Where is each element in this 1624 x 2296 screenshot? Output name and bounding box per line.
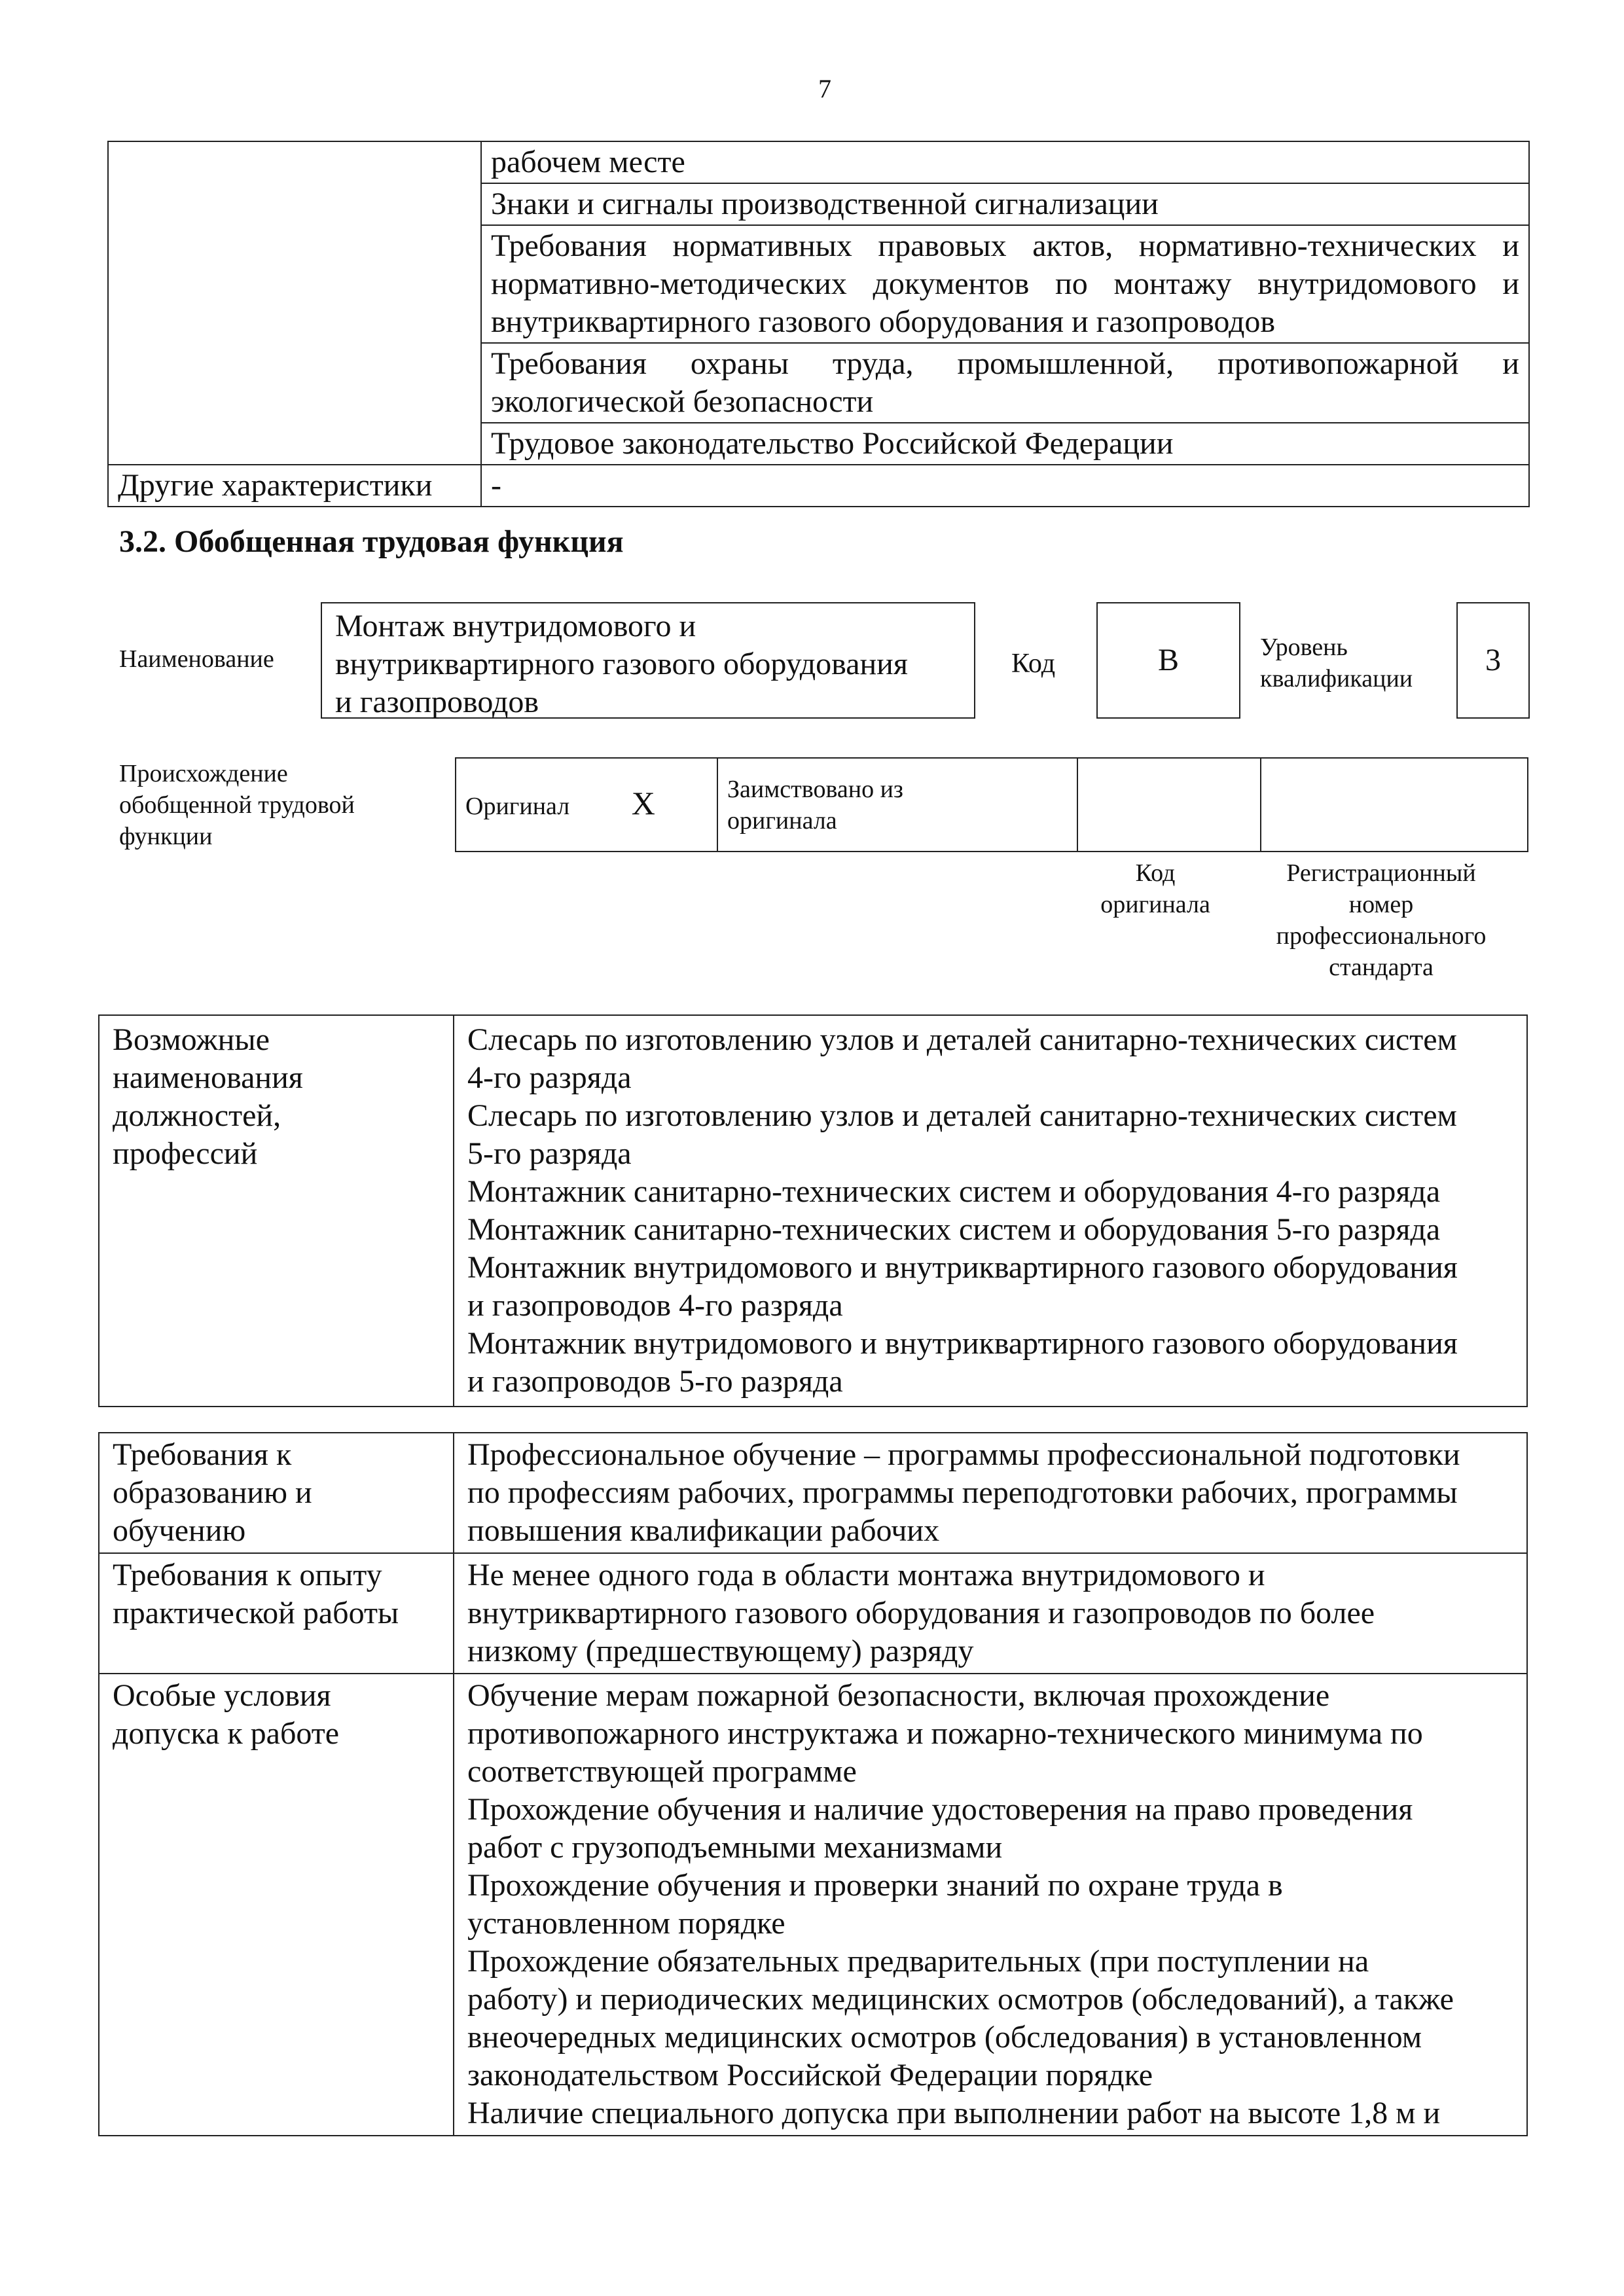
positions-label: Возможные наименования должностей, профессий [99, 1015, 454, 1407]
registration-number-caption: Регистрационный номер профессионального стандарта [1276, 859, 1487, 981]
code-box [1096, 602, 1240, 719]
table-row [99, 1433, 1527, 1553]
original-label: Оригинал [465, 793, 570, 820]
list-item: Монтажник внутридомового и внутриквартирного газового оборудования [467, 1250, 1458, 1285]
level-box [1456, 602, 1530, 719]
borrowed-cell: Заимствовано из оригинала [717, 758, 1077, 852]
original-code-cell [1077, 758, 1261, 852]
list-item: Слесарь по изготовлению узлов и деталей санитарно-технических систем [467, 1022, 1457, 1057]
knowledge-item: Требования охраны труда, промышленной, противопожарной и экологической безопасности [481, 343, 1529, 423]
knowledge-item: Требования нормативных правовых актов, нормативно-технических и нормативно-методических документов по монтажу внутридомового и внутриквартирного газового оборудования и газопроводов [481, 225, 1529, 343]
list-item: 5-го разряда [467, 1136, 632, 1171]
page-number: 7 [818, 74, 831, 103]
knowledge-item: рабочем месте [481, 141, 1529, 183]
registration-number-cell [1261, 758, 1528, 852]
level-label: Уровень квалификации [1260, 634, 1413, 692]
list-item: Монтажник санитарно-технических систем и оборудования 5-го разряда [467, 1212, 1441, 1247]
education-label: Требования к образованию и обучению [99, 1433, 454, 1553]
knowledge-item: Знаки и сигналы производственной сигнализации [481, 183, 1529, 225]
level-value: 3 [1485, 643, 1501, 677]
original-cell [456, 758, 717, 852]
code-label: Код [1011, 649, 1056, 679]
section-heading: 3.2. Обобщенная трудовая функция [119, 524, 624, 559]
positions-list [454, 1015, 1527, 1407]
other-characteristics-label: Другие характеристики [108, 465, 481, 507]
experience-label: Требования к опыту практической работы [99, 1553, 454, 1674]
list-item: Монтажник внутридомового и внутриквартирного газового оборудования [467, 1326, 1458, 1361]
list-item: 4-го разряда [467, 1060, 632, 1095]
knowledge-item: Трудовое законодательство Российской Федерации [481, 423, 1529, 465]
other-characteristics-value: - [481, 465, 1529, 507]
table-row [99, 1553, 1527, 1674]
conditions-label: Особые условия допуска к работе [99, 1674, 454, 2136]
function-name-line: внутриквартирного газового оборудования [335, 647, 908, 681]
code-value: B [1157, 643, 1179, 677]
empty-label-cell [108, 141, 481, 465]
function-name-line: Монтаж внутридомового и [335, 609, 696, 643]
positions-table [98, 1014, 1528, 1407]
list-item: и газопроводов 5-го разряда [467, 1364, 843, 1399]
original-code-caption: Код оригинала [1100, 859, 1210, 918]
origin-table [455, 757, 1528, 852]
requirements-table [98, 1432, 1528, 2136]
function-name-box [321, 602, 975, 719]
table-row [108, 465, 1529, 507]
function-name-line: и газопроводов [335, 685, 539, 719]
name-label: Наименование [119, 645, 274, 673]
education-value: Профессиональное обучение – программы профессиональной подготовки по профессиям рабочих, программы переподготовки рабочих, программы повышения квалификации рабочих [454, 1433, 1527, 1553]
original-mark: X [631, 785, 655, 821]
list-item: Монтажник санитарно-технических систем и оборудования 4-го разряда [467, 1174, 1441, 1209]
table-row [456, 758, 1528, 852]
conditions-value: Обучение мерам пожарной безопасности, включая прохождение противопожарного инструктажа и пожарно-технического минимума по соответствующей программе Прохождение обучения и наличие удостоверения на право проведения работ с грузоподъемными механизмами Прохождение обучения и проверки знаний по охране труда в установленном порядке Прохождение обязательных предварительных (при поступлении на работу) и периодических медицинских осмотров (обследований), а также внеочередных медицинских осмотров (обследования) в установленном законодательством Российской Федерации порядке Наличие специального допуска при выполнении работ на высоте 1,8 м и [454, 1674, 1527, 2136]
experience-value: Не менее одного года в области монтажа внутридомового и внутриквартирного газового оборудования и газопроводов по более низкому (предшествующему) разряду [454, 1553, 1527, 1674]
origin-label: Происхождение обобщенной трудовой функции [119, 760, 355, 850]
table-row [99, 1674, 1527, 2136]
knowledge-continuation-table [107, 141, 1530, 507]
list-item: и газопроводов 4-го разряда [467, 1288, 843, 1323]
table-row [108, 141, 1529, 183]
table-row [99, 1015, 1527, 1407]
list-item: Слесарь по изготовлению узлов и деталей санитарно-технических систем [467, 1098, 1457, 1133]
